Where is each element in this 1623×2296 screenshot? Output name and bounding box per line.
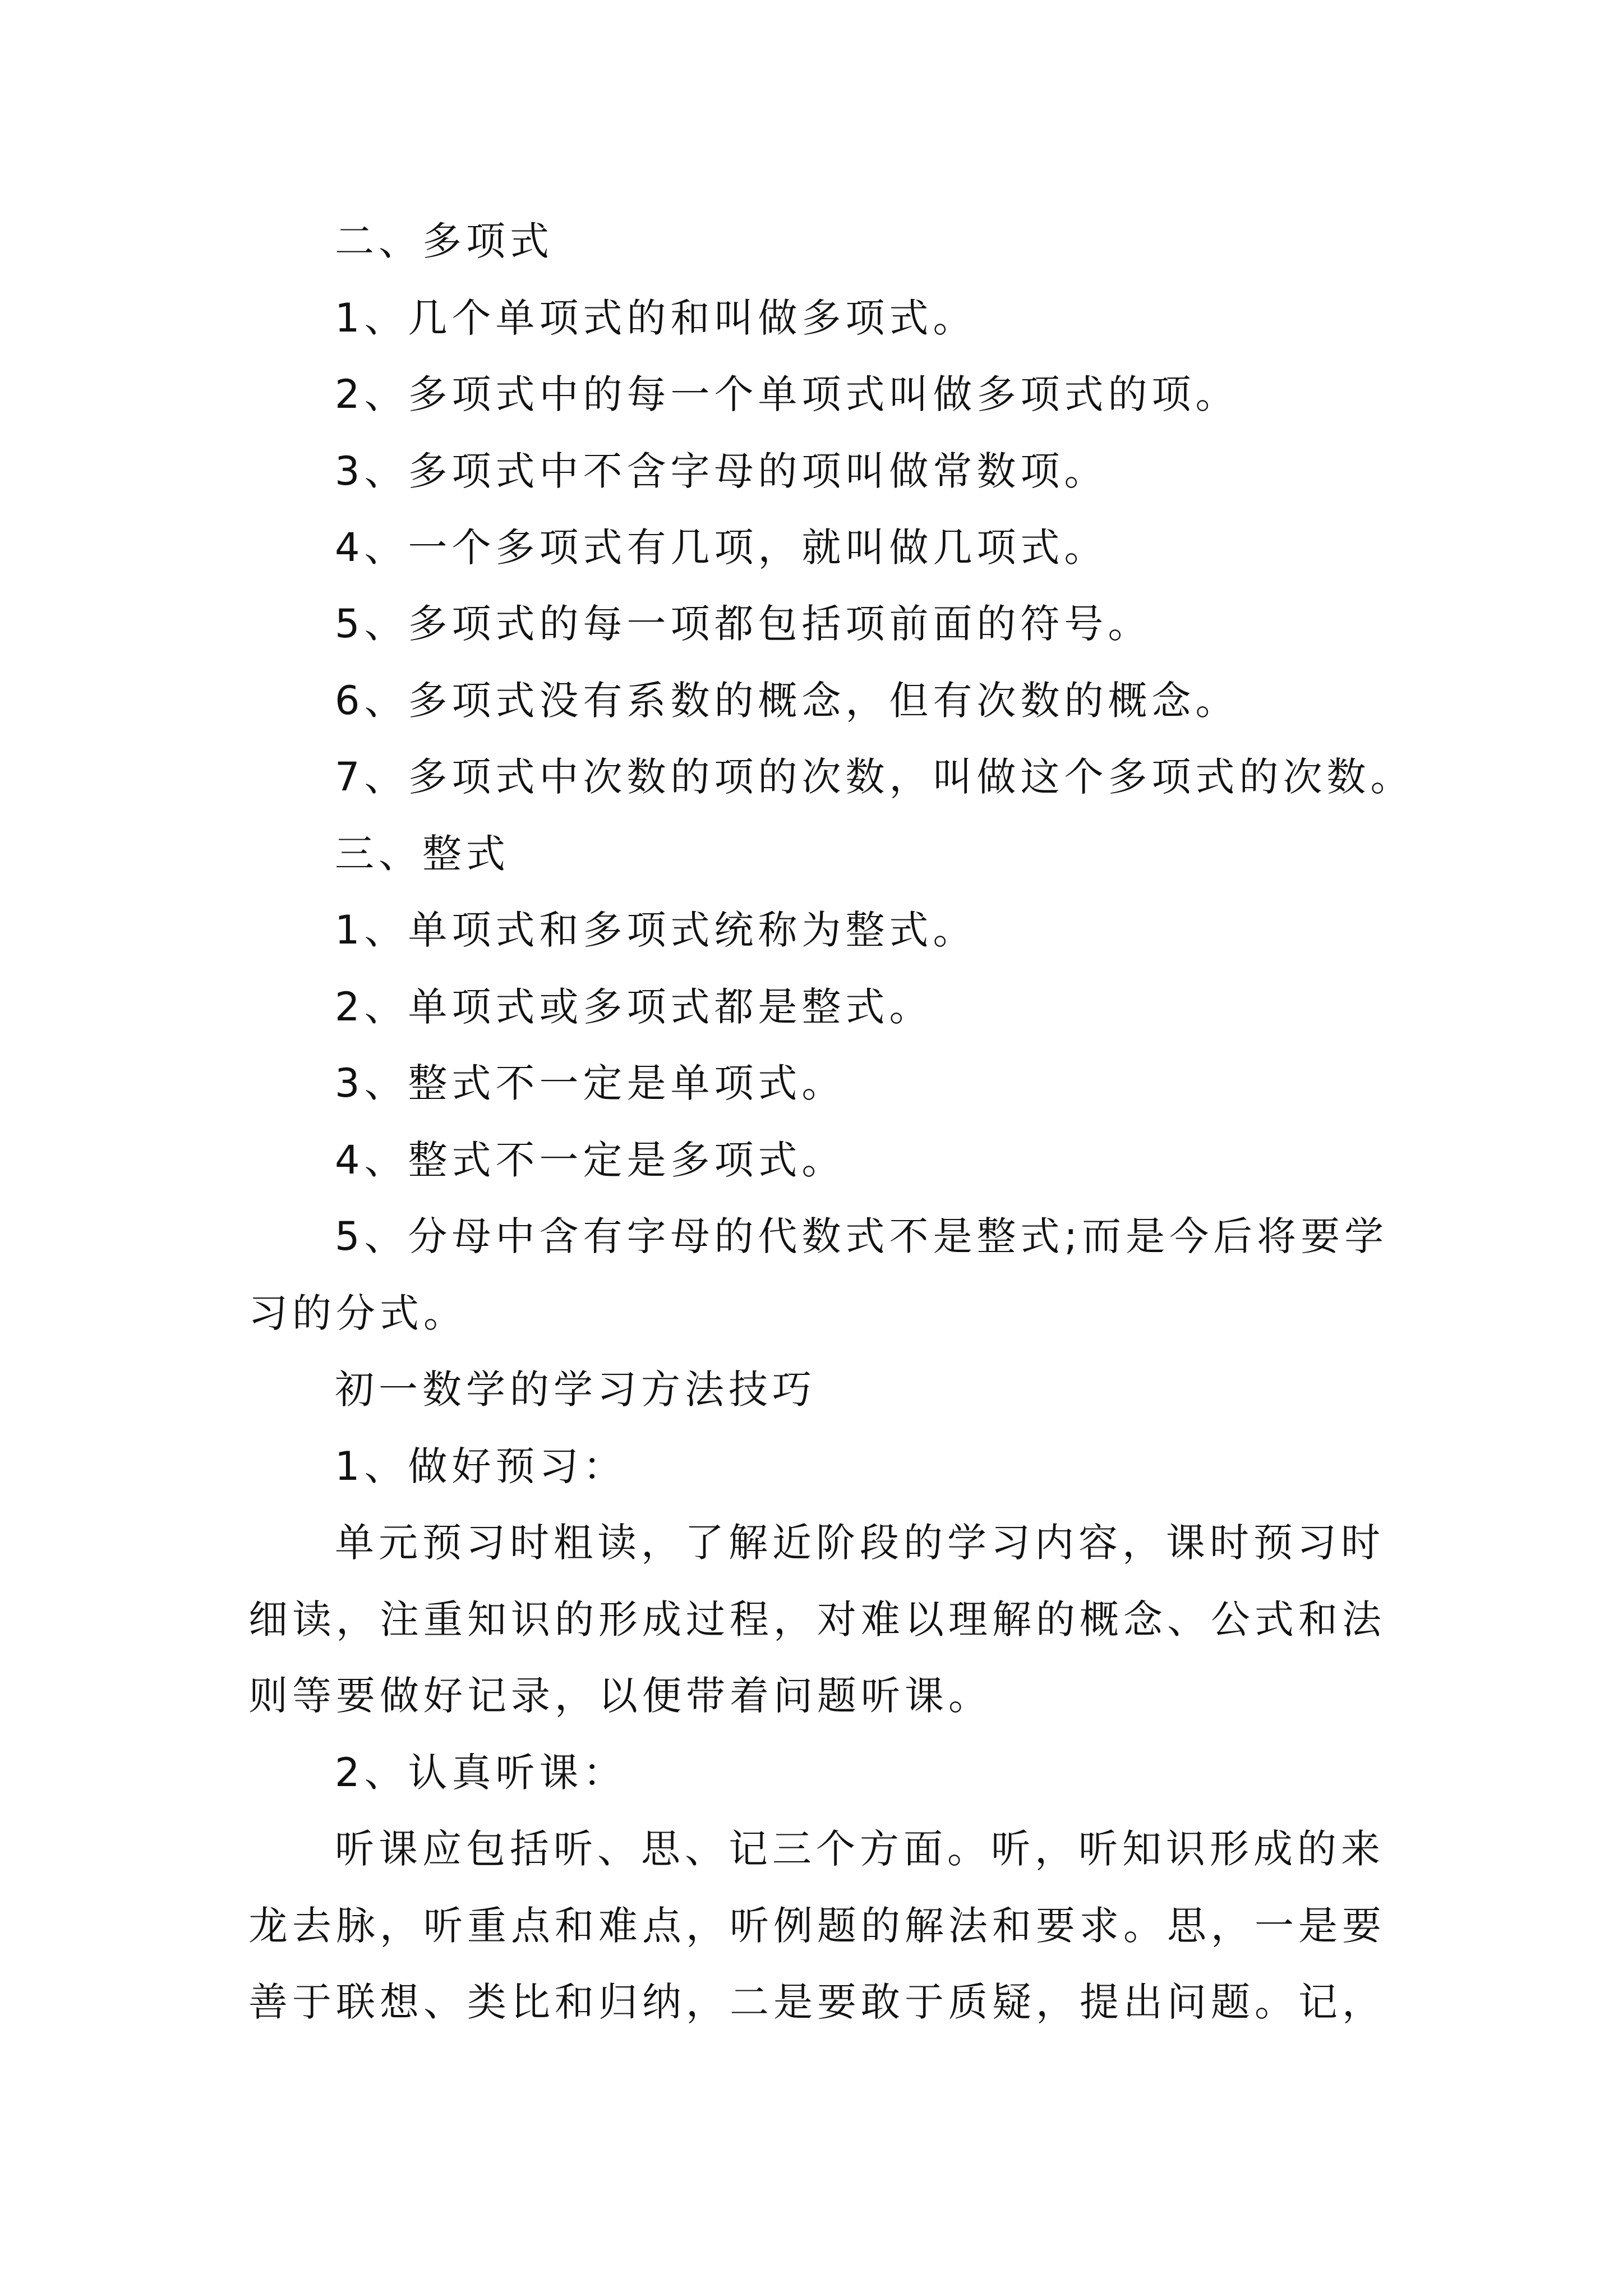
polynomial-item: 3、多项式中不含字母的项叫做常数项。: [335, 448, 1108, 494]
polynomial-item: 5、多项式的每一项都包括项前面的符号。: [335, 601, 1152, 647]
polynomial-item: 6、多项式没有系数的概念，但有次数的概念。: [335, 678, 1239, 724]
polynomial-item: 2、多项式中的每一个单项式叫做多项式的项。: [335, 371, 1239, 417]
preview-paragraph-line: 则等要做好记录，以便带着问题听课。: [248, 1673, 992, 1719]
preview-paragraph-line: 单元预习时粗读，了解近阶段的学习内容，课时预习时: [335, 1520, 1385, 1566]
polynomial-item: 4、一个多项式有几项，就叫做几项式。: [335, 524, 1108, 570]
integral-item-5-line-1: 5、分母中含有字母的代数式不是整式;而是今后将要学: [335, 1213, 1389, 1259]
preview-heading: 1、做好预习：: [335, 1443, 627, 1489]
integral-item: 3、整式不一定是单项式。: [335, 1060, 846, 1106]
listening-paragraph-line: 善于联想、类比和归纳，二是要敢于质疑，提出问题。记，: [248, 1979, 1386, 2025]
polynomial-item: 1、几个单项式的和叫做多项式。: [335, 295, 977, 341]
section-heading-integral: 三、整式: [335, 831, 510, 877]
section-heading-polynomial: 二、多项式: [335, 218, 554, 264]
integral-item-5-line-2: 习的分式。: [248, 1290, 467, 1336]
integral-item: 1、单项式和多项式统称为整式。: [335, 907, 977, 953]
preview-paragraph-line: 细读，注重知识的形成过程，对难以理解的概念、公式和法: [248, 1596, 1386, 1642]
methods-title: 初一数学的学习方法技巧: [335, 1366, 816, 1412]
integral-item: 2、单项式或多项式都是整式。: [335, 984, 933, 1030]
listening-paragraph-line: 龙去脉，听重点和难点，听例题的解法和要求。思，一是要: [248, 1903, 1386, 1949]
listening-paragraph-line: 听课应包括听、思、记三个方面。听，听知识形成的来: [335, 1826, 1385, 1872]
polynomial-item: 7、多项式中次数的项的次数，叫做这个多项式的次数。: [335, 754, 1414, 800]
integral-item: 4、整式不一定是多项式。: [335, 1137, 846, 1183]
listening-heading: 2、认真听课：: [335, 1750, 627, 1796]
